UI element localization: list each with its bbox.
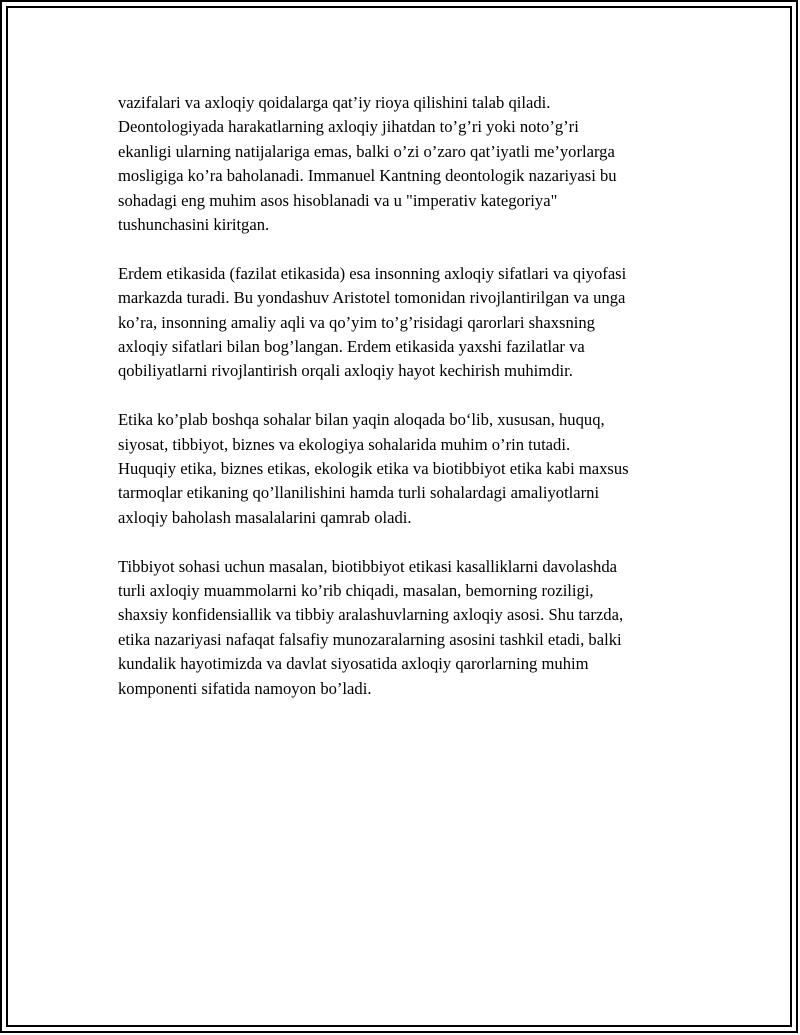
paragraph-bioethics: Tibbiyot sohasi uchun masalan, biotibbiyot etikasi kasalliklarni davolashda turli axloqiy muammolarni ko’rib chiqadi, masalan, bemorning roziligi, shaxsiy konfidensiallik va tibbiy aralashuvlarning axloqiy asosi. Shu tarzda, etika nazariyasi nafaqat falsafiy munozaralarning asosini tashkil etadi, balki kundalik hayotimizda va davlat siyosatida axloqiy qarorlarning muhim komponenti sifatida namoyon bo’ladi. bbox=[118, 556, 624, 698]
paragraph-applied-ethics: Etika ko’plab boshqa sohalar bilan yaqin aloqada bo‘lib, xususan, huquq, siyosat, tibbiyot, biznes va ekologiya sohalarida muhim o’rin tutadi. Huquqiy etika, biznes etikas, ekologik etika va biotibbiyot etika kabi maxsus tarmoqlar etikaning qo’llanilishini hamda turli sohalardagi amaliyotlarni axloqiy baholash masalalarini qamrab oladi. bbox=[118, 410, 629, 527]
paragraph-virtue-ethics: Erdem etikasida (fazilat etikasida) esa insonning axloqiy sifatlari va qiyofasi markazda turadi. Bu yondashuv Aristotel tomonidan rivojlantirilgan va unga ko’ra, insonning amaliy aqli va qo’yim to’g’risidagi qarorlari shaxsning axloqiy sifatlari bilan bog’langan. Erdem etikasida yaxshi fazilatlar va qobiliyatlarni rivojlantirish orqali axloqiy hayot kechirish muhimdir. bbox=[118, 263, 627, 381]
document-body bbox=[118, 91, 688, 726]
paragraph-deontology: vazifalari va axloqiy qoidalarga qat’iy rioya qilishini talab qiladi. Deontologiyada harakatlarning axloqiy jihatdan to’g’ri yoki noto’g’ri ekanligi ularning natijalariga emas, balki o’zi o’zaro qat’iyatli me’yorlarga mosligiga ko’ra baholanadi. Immanuel Kantning deontologik nazariyasi bu sohadagi eng muhim asos hisoblanadi va u "imperativ kategoriya" tushunchasini kiritgan. bbox=[118, 93, 617, 235]
